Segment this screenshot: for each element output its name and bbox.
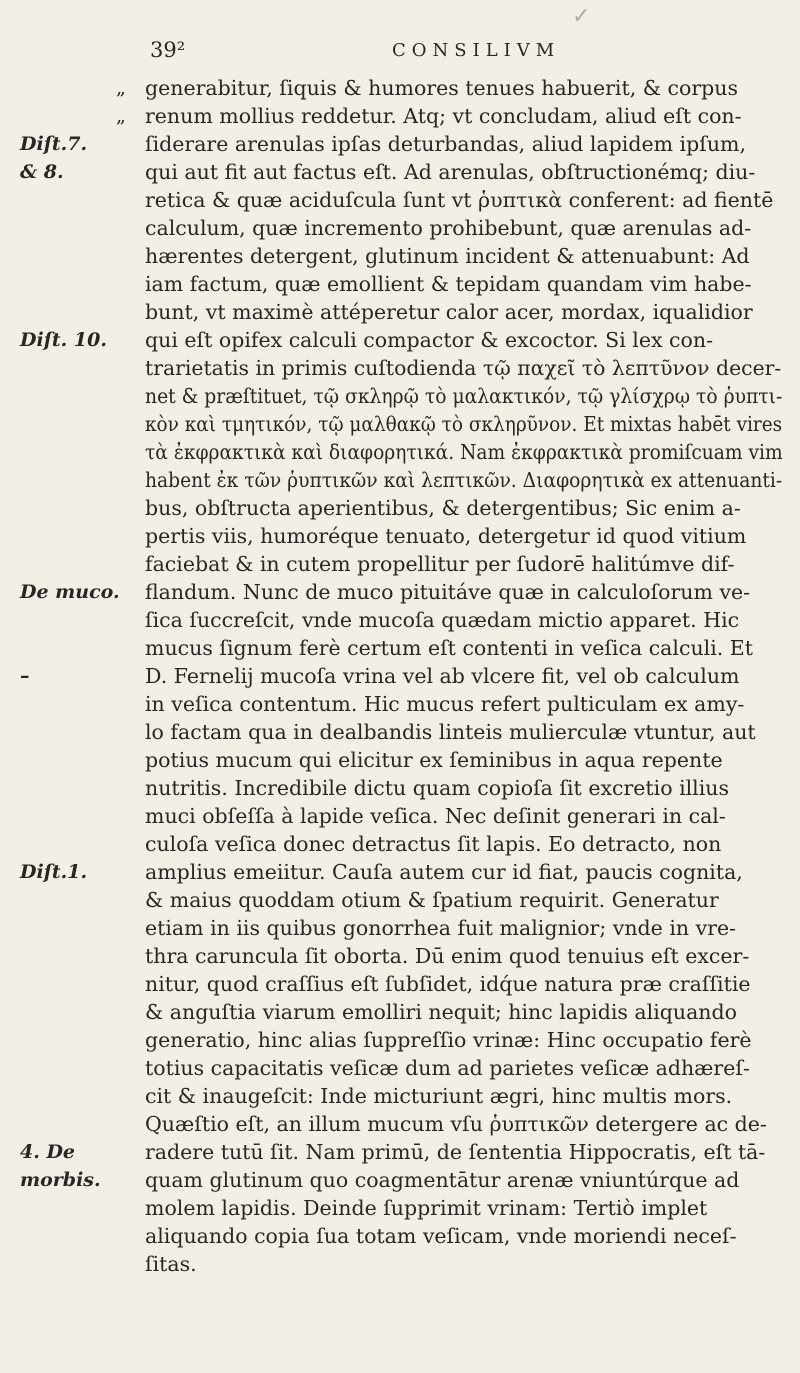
line-text: renum mollius reddetur. Atq; vt concludam, aliud eſt con-: [145, 104, 742, 128]
quotation-mark: „: [116, 77, 126, 99]
line-text: & maius quoddam otium & ſpatium requirit. Generatur: [145, 888, 719, 912]
text-line: [0, 942, 800, 970]
line-text: cit & inaugeſcit: Inde micturiunt ægri, hinc multis mors.: [145, 1084, 733, 1108]
margin-note: & 8.: [20, 161, 64, 183]
line-text: potius mucum qui elicitur ex ſeminibus in aqua repente: [145, 748, 723, 772]
text-line: [0, 326, 800, 354]
text-line: [0, 774, 800, 802]
running-head: CONSILIVM: [392, 40, 561, 61]
text-line: [0, 550, 800, 578]
line-text: thra caruncula ſit oborta. Dū enim quod tenuius eſt excer-: [145, 944, 750, 968]
margin-note: Diſt.7.: [20, 133, 88, 155]
text-line: [0, 298, 800, 326]
text-line: [0, 74, 800, 102]
line-text: nutritis. Incredibile dictu quam copioſa ſit excretio illius: [145, 776, 730, 800]
line-text: molem lapidis. Deinde ſupprimit vrinam: Tertiò implet: [145, 1196, 708, 1220]
text-line: [0, 1026, 800, 1054]
text-line: [0, 186, 800, 214]
line-text: bus, obſtructa aperientibus, & detergentibus; Sic enim a-: [145, 496, 741, 520]
line-text: Quæſtio eſt, an illum mucum vſu ῥυπτικῶν detergere ac de-: [145, 1112, 767, 1136]
line-text: κὸν καὶ τμητικόν, τῷ μαλθακῷ τὸ σκληρῦνον. Et mixtas habēt vires: [145, 412, 783, 436]
line-text: in veſica contentum. Hic mucus refert pulticulam ex amy-: [145, 692, 745, 716]
quotation-mark: „: [116, 105, 126, 127]
line-text: quam glutinum quo coagmentātur arenæ vniuntúrque ad: [145, 1168, 740, 1192]
line-text: qui eſt opifex calculi compactor & excoctor. Si lex con-: [145, 328, 714, 352]
text-line: [0, 886, 800, 914]
text-line: [0, 466, 800, 494]
text-line: [0, 914, 800, 942]
text-line: [0, 1250, 800, 1278]
text-line: [0, 438, 800, 466]
margin-note: Diſt.1.: [20, 861, 88, 883]
text-line: [0, 1222, 800, 1250]
text-line: [0, 522, 800, 550]
page-number: 39²: [150, 38, 186, 62]
line-text: culoſa veſica donec detractus ſit lapis. Eo detracto, non: [145, 832, 722, 856]
line-text: lo factam qua in dealbandis linteis mulierculæ vtuntur, aut: [145, 720, 756, 744]
line-text: etiam in iis quibus gonorrhea fuit malignior; vnde in vre-: [145, 916, 737, 940]
line-text: hærentes detergent, glutinum incident & attenuabunt: Ad: [145, 244, 750, 268]
margin-note: morbis.: [20, 1169, 101, 1191]
text-line: [0, 970, 800, 998]
text-line: [0, 242, 800, 270]
text-line: [0, 830, 800, 858]
line-text: calculum, quæ incremento prohibebunt, quæ arenulas ad-: [145, 216, 752, 240]
text-line: [0, 998, 800, 1026]
margin-note: –: [20, 665, 30, 687]
line-text: nitur, quod craſſius eſt ſubſidet, idq́ue natura præ craſſitie: [145, 972, 751, 996]
line-text: pertis viis, humoréque tenuato, detergetur id quod vitium: [145, 524, 747, 548]
line-text: generatio, hinc alias ſuppreſſio vrinæ: Hinc occupatio ferè: [145, 1028, 752, 1052]
line-text: flandum. Nunc de muco pituitáve quæ in calculoſorum ve-: [145, 580, 751, 604]
text-line: [0, 1194, 800, 1222]
text-line: [0, 158, 800, 186]
line-text: generabitur, ſiquis & humores tenues habuerit, & corpus: [145, 76, 738, 100]
text-line: [0, 802, 800, 830]
line-text: net & præſtituet, τῷ σκληρῷ τὸ μαλακτικόν, τῷ γλίσχρῳ τὸ ῥυπτι-: [145, 384, 783, 408]
line-text: ſitas.: [145, 1252, 197, 1276]
text-line: [0, 662, 800, 690]
line-text: amplius emeiitur. Cauſa autem cur id fiat, paucis cognita,: [145, 860, 743, 884]
line-text: D. Fernelij mucoſa vrina vel ab vlcere fit, vel ob calculum: [145, 664, 740, 688]
line-text: radere tutū ſit. Nam primū, de ſententia Hippocratis, eſt tā-: [145, 1140, 766, 1164]
text-line: [0, 102, 800, 130]
text-line: [0, 354, 800, 382]
line-text: qui aut fit aut factus eſt. Ad arenulas, obſtructionémq; diu-: [145, 160, 756, 184]
line-text: τὰ ἐκφρακτικὰ καὶ διαφορητικά. Nam ἐκφρακτικὰ promiſcuam vim: [145, 440, 783, 464]
text-line: [0, 1166, 800, 1194]
line-text: faciebat & in cutem propellitur per ſudorē halitúmve dif-: [145, 552, 735, 576]
text-line: [0, 1110, 800, 1138]
line-text: aliquando copia ſua totam veſicam, vnde moriendi neceſ-: [145, 1224, 737, 1248]
line-text: habent ἐκ τῶν ῥυπτικῶν καὶ λεπτικῶν. Διαφορητικὰ ex attenuanti-: [145, 468, 783, 492]
margin-note: Diſt. 10.: [20, 329, 107, 351]
line-text: ſica ſuccreſcit, vnde mucoſa quædam mictio apparet. Hic: [145, 608, 740, 632]
line-text: mucus ſignum ferè certum eſt contenti in veſica calculi. Et: [145, 636, 753, 660]
text-line: [0, 718, 800, 746]
line-text: bunt, vt maximè attéperetur calor acer, mordax, iqualidior: [145, 300, 753, 324]
margin-note: De muco.: [20, 581, 120, 603]
text-line: [0, 1082, 800, 1110]
text-line: [0, 1138, 800, 1166]
margin-note: 4. De: [20, 1141, 76, 1163]
text-line: [0, 1054, 800, 1082]
corner-mark: ✓: [572, 4, 591, 29]
text-line: [0, 130, 800, 158]
line-text: totius capacitatis veſicæ dum ad parietes veſicæ adhæreſ-: [145, 1056, 750, 1080]
line-text: retica & quæ aciduſcula ſunt vt ῥυπτικὰ conferent: ad fientē: [145, 188, 774, 212]
text-line: [0, 690, 800, 718]
text-line: [0, 410, 800, 438]
text-line: [0, 606, 800, 634]
text-line: [0, 578, 800, 606]
text-line: [0, 494, 800, 522]
text-line: [0, 858, 800, 886]
body-text: [0, 74, 800, 1278]
line-text: iam factum, quæ emollient & tepidam quandam vim habe-: [145, 272, 752, 296]
line-text: muci obſeſſa à lapide veſica. Nec deſinit generari in cal-: [145, 804, 726, 828]
line-text: & anguſtia viarum emolliri nequit; hinc lapidis aliquando: [145, 1000, 737, 1024]
line-text: ſiderare arenulas ipſas deturbandas, aliud lapidem ipſum,: [145, 132, 746, 156]
page-header: [0, 38, 800, 72]
line-text: trarietatis in primis cuſtodienda τῷ παχεῖ τὸ λεπτῦνον decer-: [145, 356, 782, 380]
text-line: [0, 746, 800, 774]
text-line: [0, 382, 800, 410]
text-line: [0, 634, 800, 662]
text-line: [0, 270, 800, 298]
text-line: [0, 214, 800, 242]
